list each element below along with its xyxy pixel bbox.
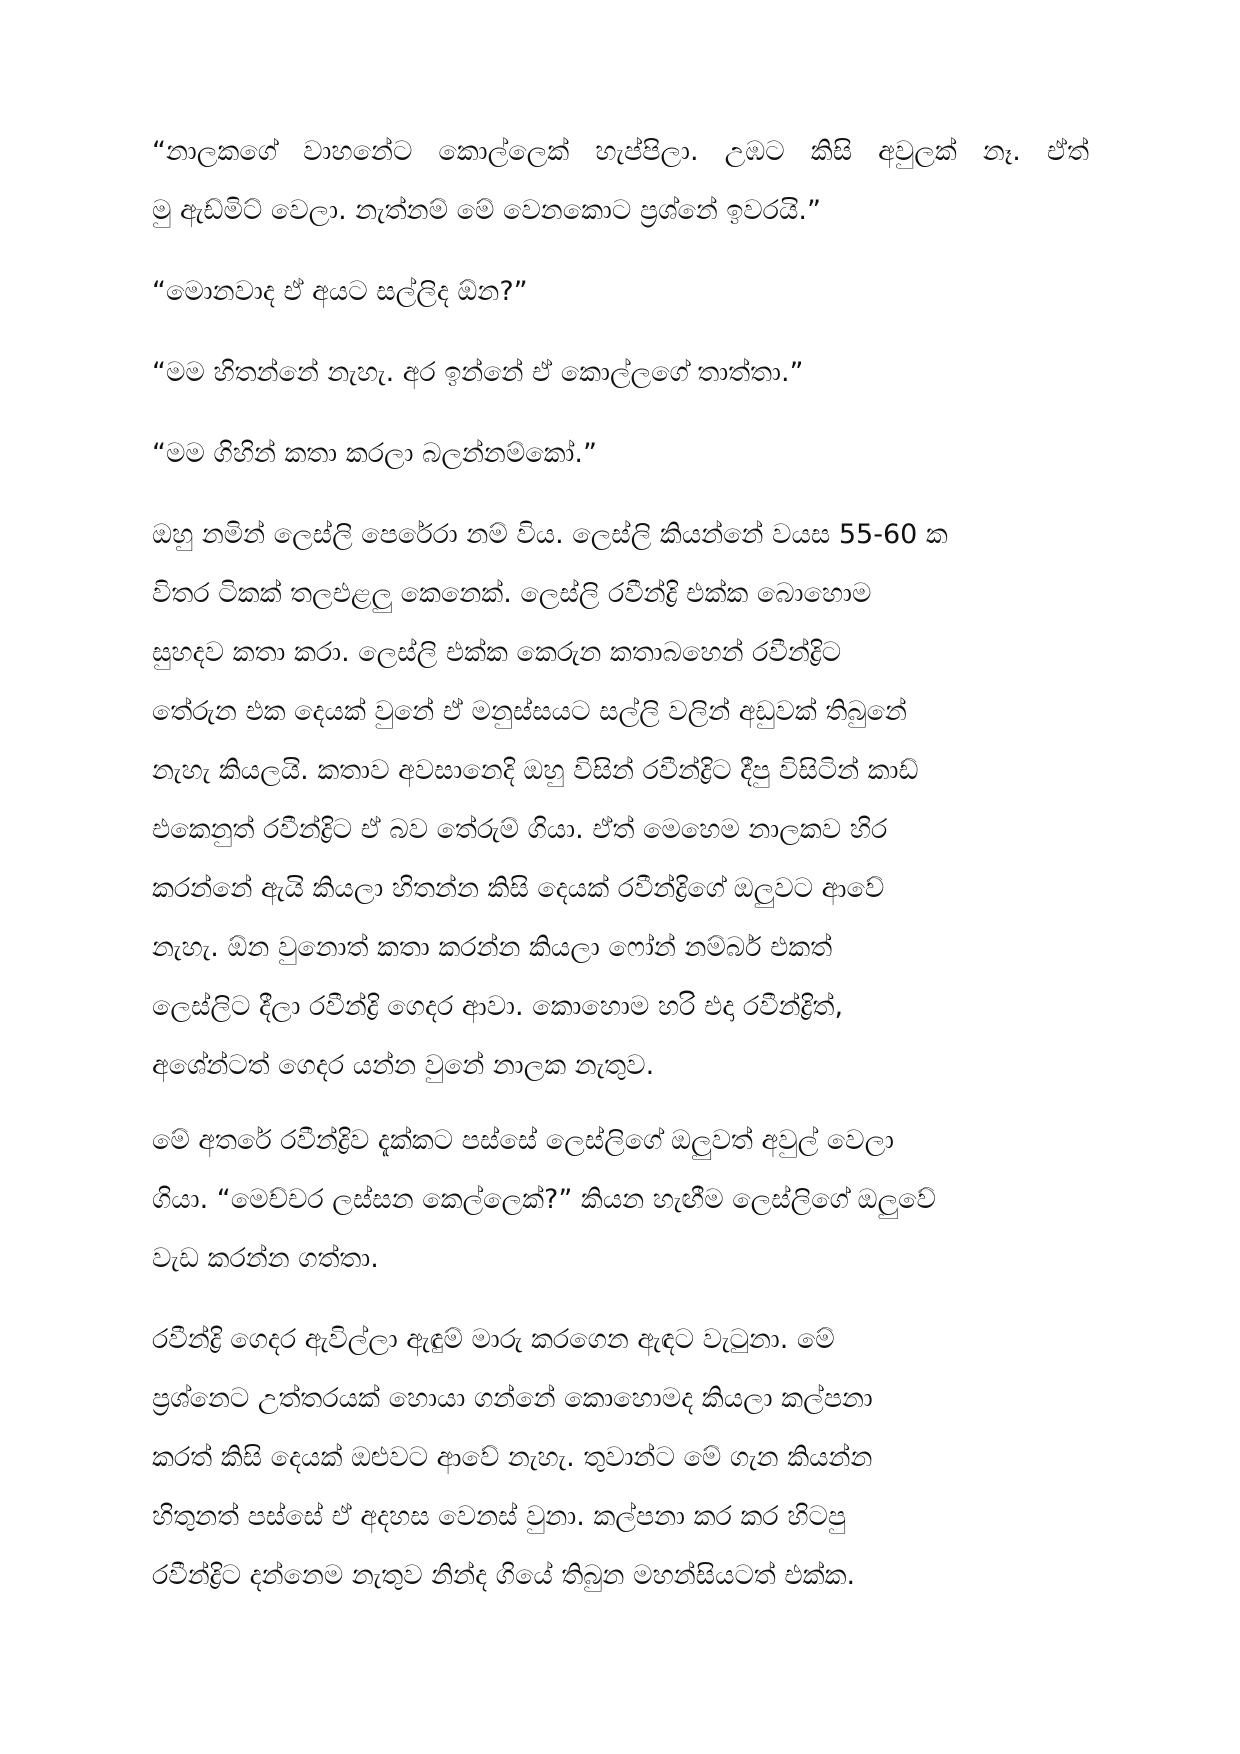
text-line: වැඩ කරන්න ගත්තා. [152, 1243, 379, 1274]
text-line: අශේන්ටත් ගෙදර යන්න වුනේ නාලක නැතුව. [152, 1050, 655, 1081]
story-text-body [152, 122, 1089, 1605]
paragraph-dialogue-1 [152, 122, 1089, 240]
text-line: “මම ගිහින් කතා කරලා බලන්නම්කෝ.” [152, 438, 597, 469]
text-line: කරත් කිසි දෙයක් ඔළුවට ආවේ නැහැ. තුවාන්ට මේ ගැන කියන්න [152, 1442, 873, 1473]
text-line: “මම හිතන්නේ නැහැ. අර ඉන්නේ ඒ කොල්ලගේ තාත්තා.” [152, 357, 804, 388]
paragraph-dialogue-3 [152, 343, 1089, 402]
paragraph-dialogue-4 [152, 424, 1089, 483]
text-line: විතර ටිකක් තලඑළලු කෙනෙක්. ලෙස්ලි රවීන්ද්‍රි එක්ක බොහොම [152, 578, 872, 609]
text-line: නැහැ කියලයි. කතාව අවසානෙදි ඔහු විසින් රවීන්ද්‍රිට දීපු විසිටින් කාඩ් [152, 755, 919, 786]
text-line: “නාලකගේ වාහනේට කොල්ලෙක් හැප්පිලා. උඹට කිසි අවුලක් නෑ. ඒත් [152, 136, 1089, 167]
text-line: රවීන්ද්‍රිට දන්නෙම නැතුව නින්ද ගියේ තිබුන මහන්සියටත් එක්ක. [152, 1560, 856, 1591]
text-line: රවීන්ද්‍රි ගෙදර ඇවිල්ලා ඇඳුම් මාරු කරගෙන ඇඳට වැටුනා. මේ [152, 1324, 835, 1355]
text-line: ප්‍රශ්නෙට උත්තරයක් හොයා ගන්නේ කොහොමද කියලා කල්පනා [152, 1383, 873, 1414]
text-line: මු ඇඩ්මිට් වෙලා. නැත්නම් මේ වෙනකොට ප්‍රශ්නේ ඉවරයි.” [152, 195, 821, 226]
text-line: එකෙනුත් රවීන්ද්‍රිට ඒ බව තේරුම් ගියා. ඒත් මෙහෙම නාලකව හිර [152, 814, 888, 845]
paragraph-narration-home [152, 1310, 1089, 1605]
text-line: ලෙස්ලිට දීලා රවීන්ද්‍රි ගෙදර ආවා. කොහොම හරි එදා රවීන්ද්‍රිත්, [152, 991, 844, 1022]
text-line: “මොනවාද ඒ අයට සල්ලිද ඕන?” [152, 276, 528, 307]
text-line: සුහදව කතා කරා. ලෙස්ලි එක්ක කෙරුන කතාබහෙන් රවීන්ද්‍රිට [152, 637, 842, 668]
paragraph-narration-meanwhile [152, 1111, 1089, 1288]
text-line: මේ අතරේ රවීන්ද්‍රිව දැක්කට පස්සේ ලෙස්ලිගේ ඔලුවත් අවුල් වෙලා [152, 1125, 895, 1156]
paragraph-narration-leslie [152, 505, 1089, 1095]
paragraph-dialogue-2 [152, 262, 1089, 321]
text-line: හිතුනත් පස්සේ ඒ අදහස වෙනස් වුනා. කල්පනා කර කර හිටපු [152, 1501, 847, 1532]
text-line: ඔහු නමින් ලෙස්ලි පෙරේරා නම් විය. ලෙස්ලි කියන්නේ වයස 55-60 ක [152, 519, 948, 550]
text-line: කරන්නේ ඇයි කියලා හිතන්න කිසි දෙයක් රවීන්ද්‍රිගේ ඔලුවට ආවේ [152, 873, 885, 904]
text-line: තේරුන එක දෙයක් වුනේ ඒ මනුස්සයට සල්ලි වලින් අඩුවක් තිබුනේ [152, 696, 907, 727]
text-line: නැහැ. ඕන වුනොත් කතා කරන්න කියලා ෆෝන් නම්බර් එකත් [152, 932, 833, 963]
text-line: ගියා. “මෙච්චර ලස්සන කෙල්ලෙක්?” කියන හැඟීම ලෙස්ලිගේ ඔලුවේ [152, 1184, 936, 1215]
